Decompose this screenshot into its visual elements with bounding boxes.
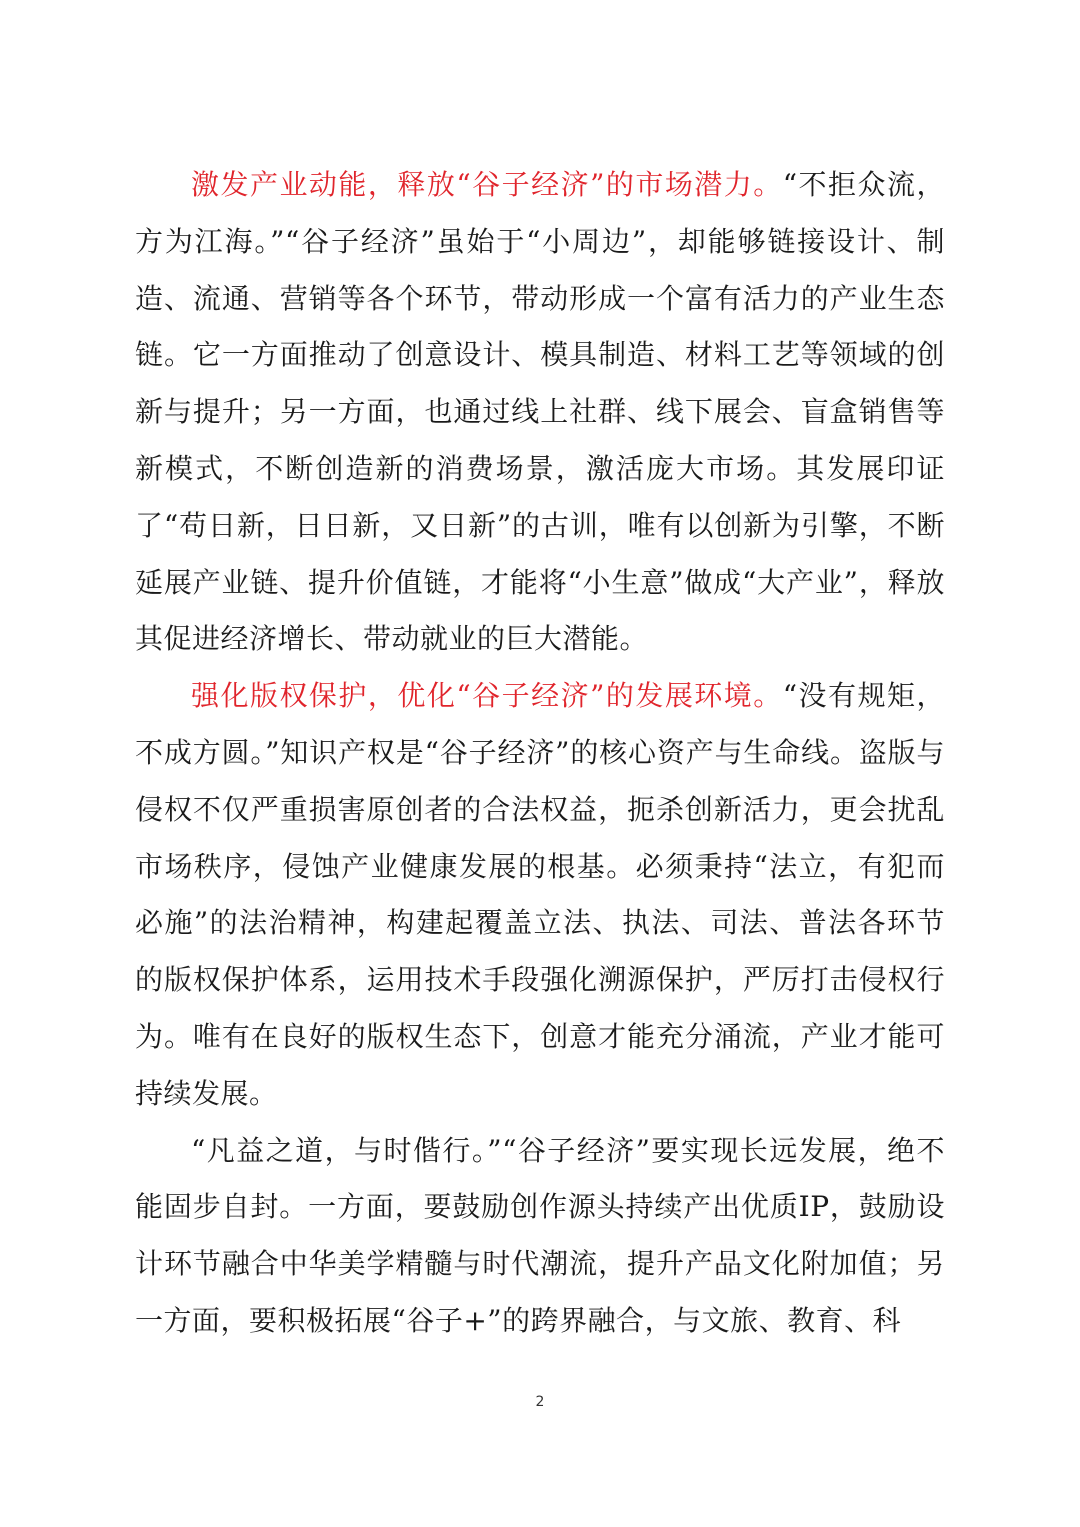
paragraph-innovation <box>135 1123 945 1350</box>
paragraph-body: “不拒众流，方为江海。”“谷子经济”虽始于“小周边”，却能够链接设计、制造、流通、营销等各个环节，带动形成一个富有活力的产业生态链。它一方面推动了创意设计、模具制造、材料工艺等领域的创新与提升；另一方面，也通过线上社群、线下展会、盲盒销售等新模式，不断创造新的消费场景，激活庞大市场。其发展印证了“苟日新，日日新，又日新”的古训，唯有以创新为引擎，不断延展产业链、提升价值链，才能将“小生意”做成“大产业”，释放其促进经济增长、带动就业的巨大潜能。 <box>135 168 945 656</box>
paragraph-body: “没有规矩，不成方圆。”知识产权是“谷子经济”的核心资产与生命线。盗版与侵权不仅严重损害原创者的合法权益，扼杀创新活力，更会扰乱市场秩序，侵蚀产业健康发展的根基。必须秉持“法立，有犯而必施”的法治精神，构建起覆盖立法、执法、司法、普法各环节的版权保护体系，运用技术手段强化溯源保护，严厉打击侵权行为。唯有在良好的版权生态下，创意才能充分涌流，产业才能可持续发展。 <box>135 679 945 1110</box>
paragraph-market-potential <box>135 157 945 668</box>
document-body <box>135 157 945 1350</box>
page-number: 2 <box>535 1394 545 1410</box>
paragraph-copyright-protection <box>135 668 945 1122</box>
paragraph-lead: 激发产业动能，释放“谷子经济”的市场潜力。 <box>191 168 783 201</box>
paragraph-body: “凡益之道，与时偕行。”“谷子经济”要实现长远发展，绝不能固步自封。一方面，要鼓励创作源头持续产出优质IP，鼓励设计环节融合中华美学精髓与时代潮流，提升产品文化附加值；另一方面，要积极拓展“谷子+”的跨界融合，与文旅、教育、科 <box>135 1133 945 1337</box>
paragraph-lead: 强化版权保护，优化“谷子经济”的发展环境。 <box>191 679 783 713</box>
